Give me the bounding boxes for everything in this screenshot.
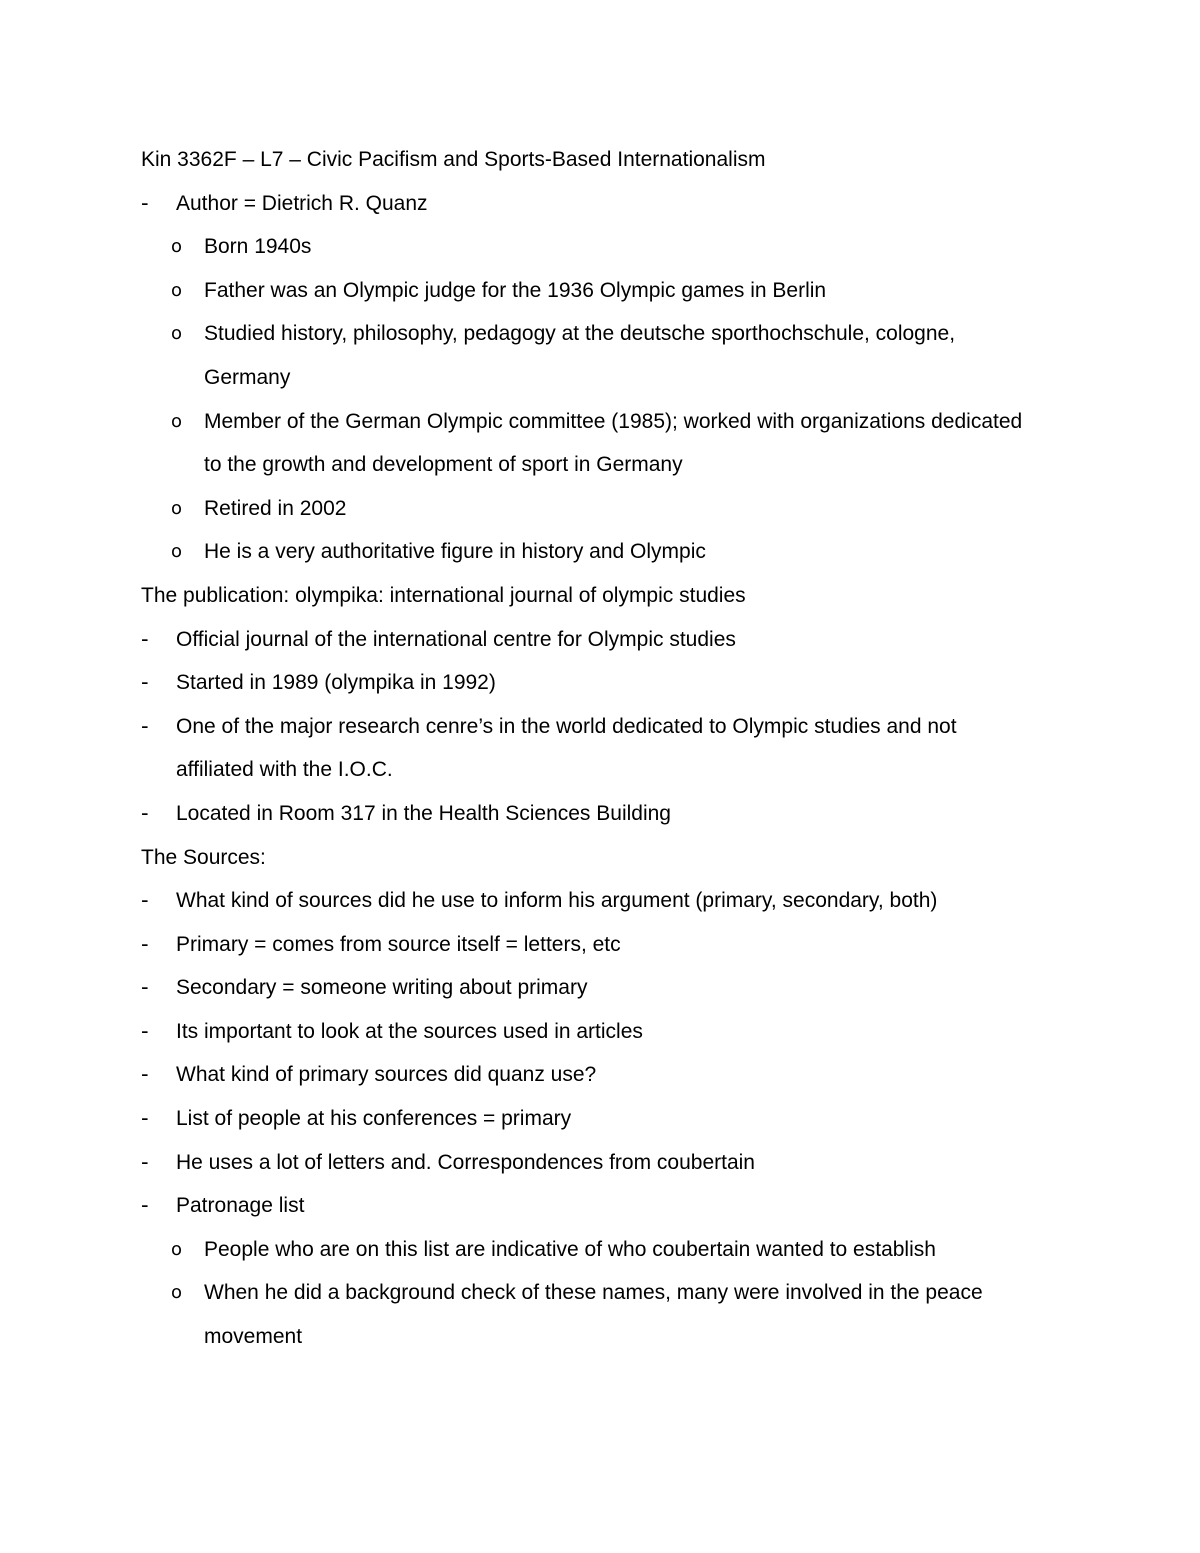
line-text: Started in 1989 (olympika in 1992) bbox=[176, 671, 496, 695]
bullet-item bbox=[141, 923, 1101, 967]
sub-bullet-item bbox=[141, 269, 1101, 313]
circle-bullet-marker: o bbox=[171, 1238, 183, 1260]
line-text: Patronage list bbox=[176, 1194, 305, 1218]
bullet-item bbox=[141, 705, 1101, 749]
bullet-continuation bbox=[141, 748, 1101, 792]
line-text: Kin 3362F – L7 – Civic Pacifism and Sports-Based Internationalism bbox=[141, 148, 766, 171]
dash-bullet-marker: - bbox=[141, 1193, 149, 1218]
line-text: Secondary = someone writing about primary bbox=[176, 976, 588, 1000]
line-text: Its important to look at the sources used in articles bbox=[176, 1019, 643, 1043]
section-heading bbox=[141, 836, 1101, 880]
line-text: What kind of sources did he use to inform his argument (primary, secondary, both) bbox=[176, 889, 938, 913]
line-text: Primary = comes from source itself = letters, etc bbox=[176, 932, 621, 956]
bullet-item bbox=[141, 182, 1101, 226]
line-text: One of the major research cenre’s in the world dedicated to Olympic studies and not bbox=[176, 714, 957, 738]
dash-bullet-marker: - bbox=[141, 800, 149, 825]
document-body bbox=[141, 138, 1101, 1359]
line-text: Official journal of the international centre for Olympic studies bbox=[176, 627, 736, 651]
sub-bullet-item bbox=[141, 312, 1101, 356]
sub-bullet-item bbox=[141, 530, 1101, 574]
line-text: The Sources: bbox=[141, 845, 266, 869]
bullet-item bbox=[141, 1141, 1101, 1185]
circle-bullet-marker: o bbox=[171, 410, 183, 432]
line-text: When he did a background check of these names, many were involved in the peace bbox=[204, 1281, 983, 1305]
line-text: Born 1940s bbox=[204, 235, 312, 259]
line-text: List of people at his conferences = primary bbox=[176, 1107, 572, 1131]
bullet-item bbox=[141, 792, 1101, 836]
dash-bullet-marker: - bbox=[141, 888, 149, 913]
circle-bullet-marker: o bbox=[171, 279, 183, 301]
dash-bullet-marker: - bbox=[141, 975, 149, 1000]
line-text: Author = Dietrich R. Quanz bbox=[176, 191, 428, 215]
dash-bullet-marker: - bbox=[141, 931, 149, 956]
sub-bullet-item bbox=[141, 225, 1101, 269]
dash-bullet-marker: - bbox=[141, 1106, 149, 1131]
sub-bullet-continuation bbox=[141, 1315, 1101, 1359]
line-text: Located in Room 317 in the Health Sciences Building bbox=[176, 801, 671, 825]
dash-bullet-marker: - bbox=[141, 626, 149, 651]
line-text: Member of the German Olympic committee (1985); worked with organizations dedicated bbox=[204, 409, 1023, 433]
circle-bullet-marker: o bbox=[171, 497, 183, 519]
dash-bullet-marker: - bbox=[141, 670, 149, 695]
line-text: movement bbox=[204, 1325, 303, 1349]
circle-bullet-marker: o bbox=[171, 541, 183, 563]
line-text: The publication: olympika: international journal of olympic studies bbox=[141, 583, 746, 607]
line-text: Studied history, philosophy, pedagogy at the deutsche sporthochschule, cologne, bbox=[204, 322, 956, 346]
line-text: Germany bbox=[204, 365, 291, 389]
bullet-item bbox=[141, 618, 1101, 662]
sub-bullet-item bbox=[141, 487, 1101, 531]
circle-bullet-marker: o bbox=[171, 236, 183, 258]
sub-bullet-continuation bbox=[141, 356, 1101, 400]
bullet-item bbox=[141, 1184, 1101, 1228]
bullet-item bbox=[141, 879, 1101, 923]
circle-bullet-marker: o bbox=[171, 1282, 183, 1304]
circle-bullet-marker: o bbox=[171, 323, 183, 345]
dash-bullet-marker: - bbox=[141, 1062, 149, 1087]
bullet-item bbox=[141, 1097, 1101, 1141]
line-text: What kind of primary sources did quanz use? bbox=[176, 1063, 597, 1087]
line-text: affiliated with the I.O.C. bbox=[176, 758, 393, 782]
line-text: He uses a lot of letters and. Correspondences from coubertain bbox=[176, 1150, 755, 1174]
dash-bullet-marker: - bbox=[141, 1018, 149, 1043]
bullet-item bbox=[141, 966, 1101, 1010]
line-text: Retired in 2002 bbox=[204, 496, 347, 520]
sub-bullet-continuation bbox=[141, 443, 1101, 487]
dash-bullet-marker: - bbox=[141, 190, 149, 215]
bullet-item bbox=[141, 1053, 1101, 1097]
bullet-item bbox=[141, 661, 1101, 705]
line-text: People who are on this list are indicative of who coubertain wanted to establish bbox=[204, 1237, 936, 1261]
bullet-item bbox=[141, 1010, 1101, 1054]
section-heading bbox=[141, 138, 1101, 182]
sub-bullet-item bbox=[141, 400, 1101, 444]
line-text: Father was an Olympic judge for the 1936 Olympic games in Berlin bbox=[204, 278, 827, 302]
sub-bullet-item bbox=[141, 1271, 1101, 1315]
line-text: to the growth and development of sport in Germany bbox=[204, 453, 683, 477]
section-heading bbox=[141, 574, 1101, 618]
sub-bullet-item bbox=[141, 1228, 1101, 1272]
line-text: He is a very authoritative figure in history and Olympic bbox=[204, 540, 706, 564]
dash-bullet-marker: - bbox=[141, 713, 149, 738]
dash-bullet-marker: - bbox=[141, 1149, 149, 1174]
